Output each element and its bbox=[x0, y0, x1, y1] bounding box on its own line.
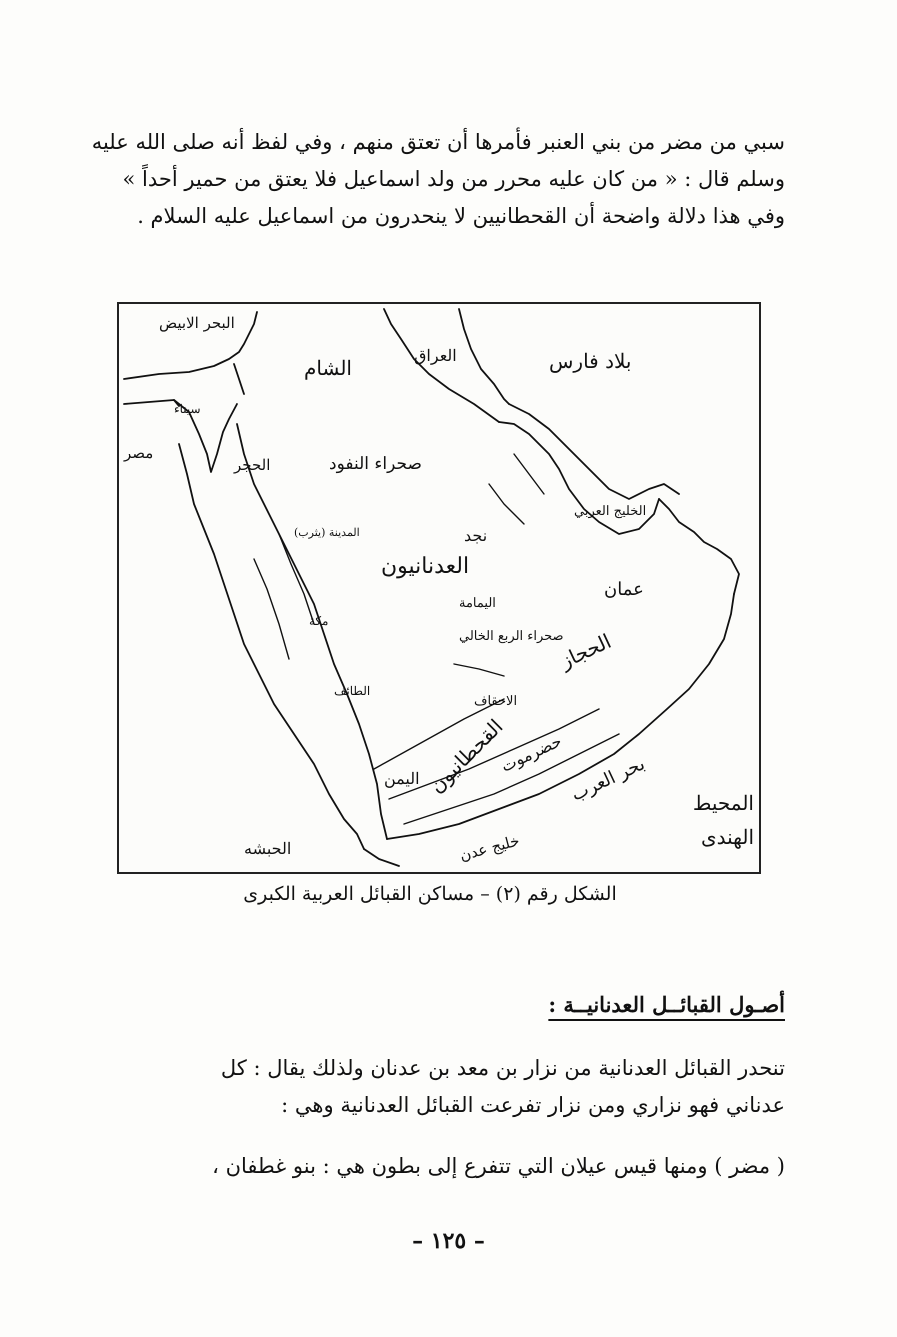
label-aden-gulf: خليج عدن bbox=[457, 831, 522, 865]
page-number: – ١٢٥ – bbox=[412, 1228, 485, 1254]
label-sham: الشام bbox=[304, 356, 352, 380]
label-madina: المدينة (يثرب) bbox=[294, 526, 360, 539]
label-yemen: اليمن bbox=[384, 769, 420, 788]
text-line: وفي هذا دلالة واضحة أن القحطانيين لا ينحدرون من اسماعيل عليه السلام . bbox=[137, 204, 785, 228]
label-qahtaniyun: القحطانيون bbox=[424, 714, 508, 798]
text-line: وسلم قال : « من كان عليه محرر من ولد اسماعيل فلا يعتق من حمير أحداً » bbox=[122, 167, 785, 191]
label-egypt: مصر bbox=[124, 444, 154, 462]
figure-caption: الشكل رقم (٢) – مساكن القبائل العربية الكبرى bbox=[243, 883, 617, 905]
label-arab-sea: بحر العرب bbox=[568, 753, 649, 806]
label-najd: نجد bbox=[464, 526, 488, 545]
label-iraq: العراق bbox=[414, 346, 457, 365]
label-habasha: الحبشه bbox=[244, 839, 292, 858]
text-line: تنحدر القبائل العدنانية من نزار بن معد بن عدنان ولذلك يقال : كل bbox=[220, 1056, 785, 1080]
label-adnaniyun: العدنانيون bbox=[381, 554, 470, 579]
label-nafud: صحراء النفود bbox=[329, 454, 422, 474]
label-hijr: الحجر bbox=[234, 456, 271, 474]
last-line: ( مضر ) ومنها قيس عيلان التي تتفرع إلى بطون هي : بنو غطفان ، bbox=[212, 1154, 785, 1178]
label-sinai: سيناء bbox=[174, 402, 201, 416]
arabia-map bbox=[117, 302, 761, 874]
text-line: عدناني فهو نزاري ومن نزار تفرعت القبائل العدنانية وهي : bbox=[281, 1093, 785, 1117]
label-oman: عمان bbox=[604, 579, 644, 600]
label-yamama: اليمامة bbox=[459, 596, 496, 611]
label-ahqaf: الاحقاف bbox=[474, 694, 518, 709]
intro-paragraph bbox=[84, 124, 785, 235]
label-empty-quarter: صحراء الربع الخالي bbox=[459, 629, 564, 644]
section-paragraph bbox=[84, 1050, 785, 1124]
text-line: سبي من مضر من بني العنبر فأمرها أن تعتق منهم ، وفي لفظ أنه صلى الله عليه bbox=[91, 130, 785, 154]
label-gulf: الخليج العربي bbox=[574, 504, 647, 519]
label-mecca: مكة bbox=[309, 614, 329, 628]
label-taif: الطائف bbox=[334, 684, 371, 698]
section-heading: أصـول القبائــل العدنانيــة : bbox=[548, 992, 785, 1017]
label-hajar: الحجاز bbox=[556, 628, 615, 674]
label-hadramawt: حضرموت bbox=[498, 731, 565, 776]
label-indian-ocean: المحيط الهندى bbox=[692, 791, 754, 849]
label-persia: بلاد فارس bbox=[549, 349, 632, 373]
label-white-sea: البحر الابيض bbox=[159, 314, 235, 332]
